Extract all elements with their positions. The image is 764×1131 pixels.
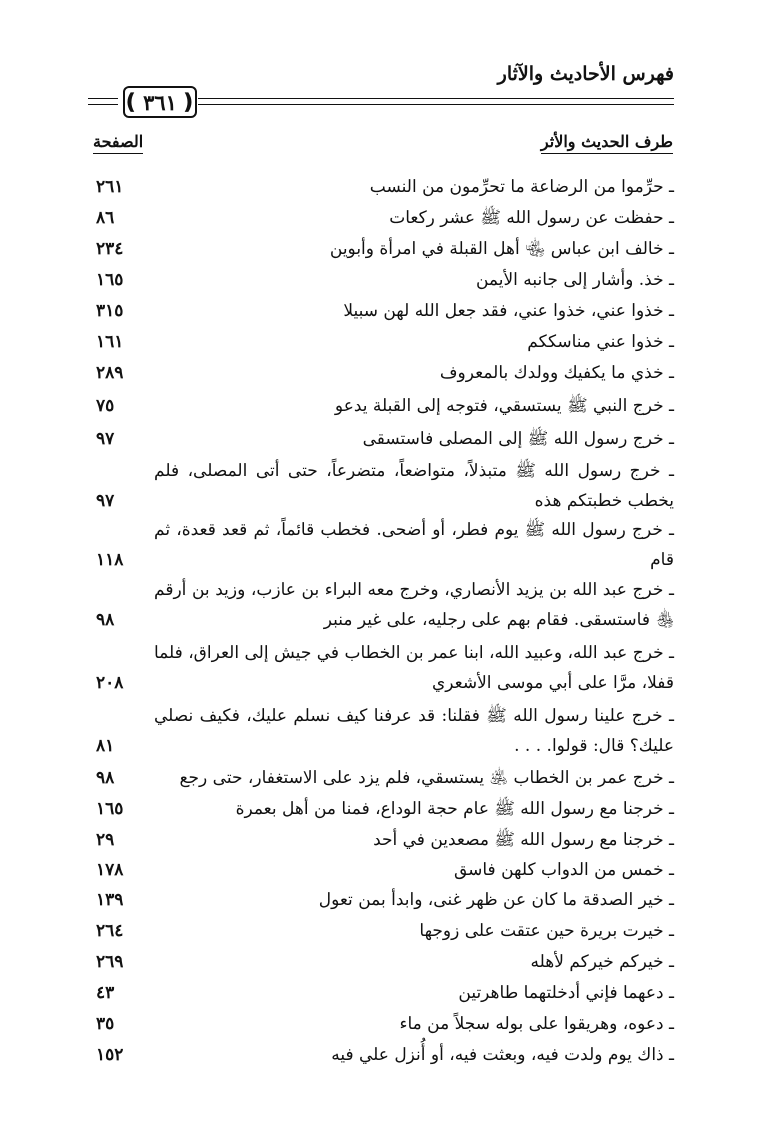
- entry-text: ـ خرج رسول الله ﷺ متبذلاً، متواضعاً، متضرعاً، حتى أتى المصلى، فلم يخطب خطبتكم هذه: [154, 461, 674, 511]
- entry-page: ٢٦٩: [96, 952, 124, 972]
- running-header-title: فهرس الأحاديث والآثار: [497, 63, 674, 85]
- entry-text: ـ خرج رسول الله ﷺ يوم فطر، أو أضحى. فخطب قائماً، ثم قعد قعدة، ثم قام: [154, 520, 674, 570]
- entry-page: ٣١٥: [96, 301, 124, 321]
- entry-page: ٧٥: [96, 396, 115, 416]
- entry-text: ـ خرج عبد الله، وعبيد الله، ابنا عمر بن الخطاب في جيش إلى العراق، فلما قفلا، مرَّا على أبي موسى الأشعري: [154, 643, 674, 693]
- entry-text: ـ خمس من الدواب كلهن فاسق: [453, 860, 674, 880]
- entry-text: ـ خذوا عني مناسككم: [527, 332, 674, 352]
- entry-page: ٢٦١: [96, 177, 124, 197]
- entry-text: ـ حرِّموا من الرضاعة ما تحرِّمون من النسب: [369, 177, 674, 197]
- entry-text: ـ خرج علينا رسول الله ﷺ فقلنا: قد عرفنا كيف نسلم عليك، فكيف نصلي عليك؟ قال: قولوا. . . .: [154, 706, 674, 756]
- entry-page: ٩٨: [96, 768, 115, 788]
- entry-page: ٩٧: [96, 491, 115, 511]
- entry-page: ١٦٥: [96, 270, 124, 290]
- entry-text: ـ دعهما فإني أدخلتهما طاهرتين: [458, 983, 674, 1003]
- entry-text: ـ ذاك يوم ولدت فيه، وبعثت فيه، أو أُنزل علي فيه: [331, 1045, 674, 1065]
- entry-text: ـ خرج رسول الله ﷺ إلى المصلى فاستسقى: [362, 429, 674, 449]
- entry-page: ٤٣: [96, 983, 115, 1003]
- entry-text: ـ خير الصدقة ما كان عن ظهر غنى، وابدأ بمن تعول: [318, 890, 674, 910]
- entry-page: ٢٣٤: [96, 239, 124, 259]
- entry-page: ١٣٩: [96, 890, 124, 910]
- entry-page: ١٧٨: [96, 860, 124, 880]
- entry-page: ٢٩: [96, 830, 115, 850]
- entry-text: ـ خيركم خيركم لأهله: [530, 952, 674, 972]
- entry-text: ـ خرجنا مع رسول الله ﷺ مصعدين في أحد: [373, 830, 674, 850]
- entry-text: ـ خرجنا مع رسول الله ﷺ عام حجة الوداع، فمنا من أهل بعمرة: [235, 799, 674, 819]
- column-header-page: الصفحة: [93, 132, 143, 154]
- entry-page: ٩٧: [96, 429, 115, 449]
- column-header-title: طرف الحديث والأثر: [541, 132, 673, 154]
- entry-page: ٨١: [96, 736, 115, 756]
- entry-text: ـ خذوا عني، خذوا عني، فقد جعل الله لهن سبيلا: [343, 301, 674, 321]
- entry-page: ٢٦٤: [96, 921, 124, 941]
- entry-page: ٣٥: [96, 1014, 115, 1034]
- entry-text: ـ خرج عبد الله بن يزيد الأنصاري، وخرج معه البراء بن عازب، وزيد بن أرقم ﵃ فاستسقى. فقام بهم على رجليه، على غير منبر: [154, 580, 674, 630]
- entry-page: ١٦١: [96, 332, 124, 352]
- entry-page: ٩٨: [96, 610, 115, 630]
- entry-text: ـ خرج عمر بن الخطاب ﵁ يستسقي، فلم يزد على الاستغفار، حتى رجع: [179, 768, 674, 788]
- entry-text: ـ خذ. وأشار إلى جانبه الأيمن: [475, 270, 674, 290]
- entry-text: ـ دعوه، وهريقوا على بوله سجلاً من ماء: [399, 1014, 674, 1034]
- entry-page: ١٦٥: [96, 799, 124, 819]
- entry-page: ٢٠٨: [96, 673, 124, 693]
- entry-page: ٢٨٩: [96, 363, 124, 383]
- entry-page: ٨٦: [96, 208, 115, 228]
- page-number-box: ❪ ٣٦١ ❫: [123, 86, 197, 118]
- page-number: ٣٦١: [143, 89, 177, 115]
- entry-text: ـ حفظت عن رسول الله ﷺ عشر ركعات: [389, 208, 674, 228]
- entry-text: ـ خالف ابن عباس ﵄ أهل القبلة في امرأة وأبوين: [329, 239, 674, 259]
- entry-text: ـ خيرت بريرة حين عتقت على زوجها: [419, 921, 674, 941]
- entry-page: ١٥٢: [96, 1045, 124, 1065]
- entry-text: ـ خرج النبي ﷺ يستسقي، فتوجه إلى القبلة يدعو: [334, 396, 674, 416]
- entry-text: ـ خذي ما يكفيك وولدك بالمعروف: [439, 363, 674, 383]
- entry-page: ١١٨: [96, 550, 124, 570]
